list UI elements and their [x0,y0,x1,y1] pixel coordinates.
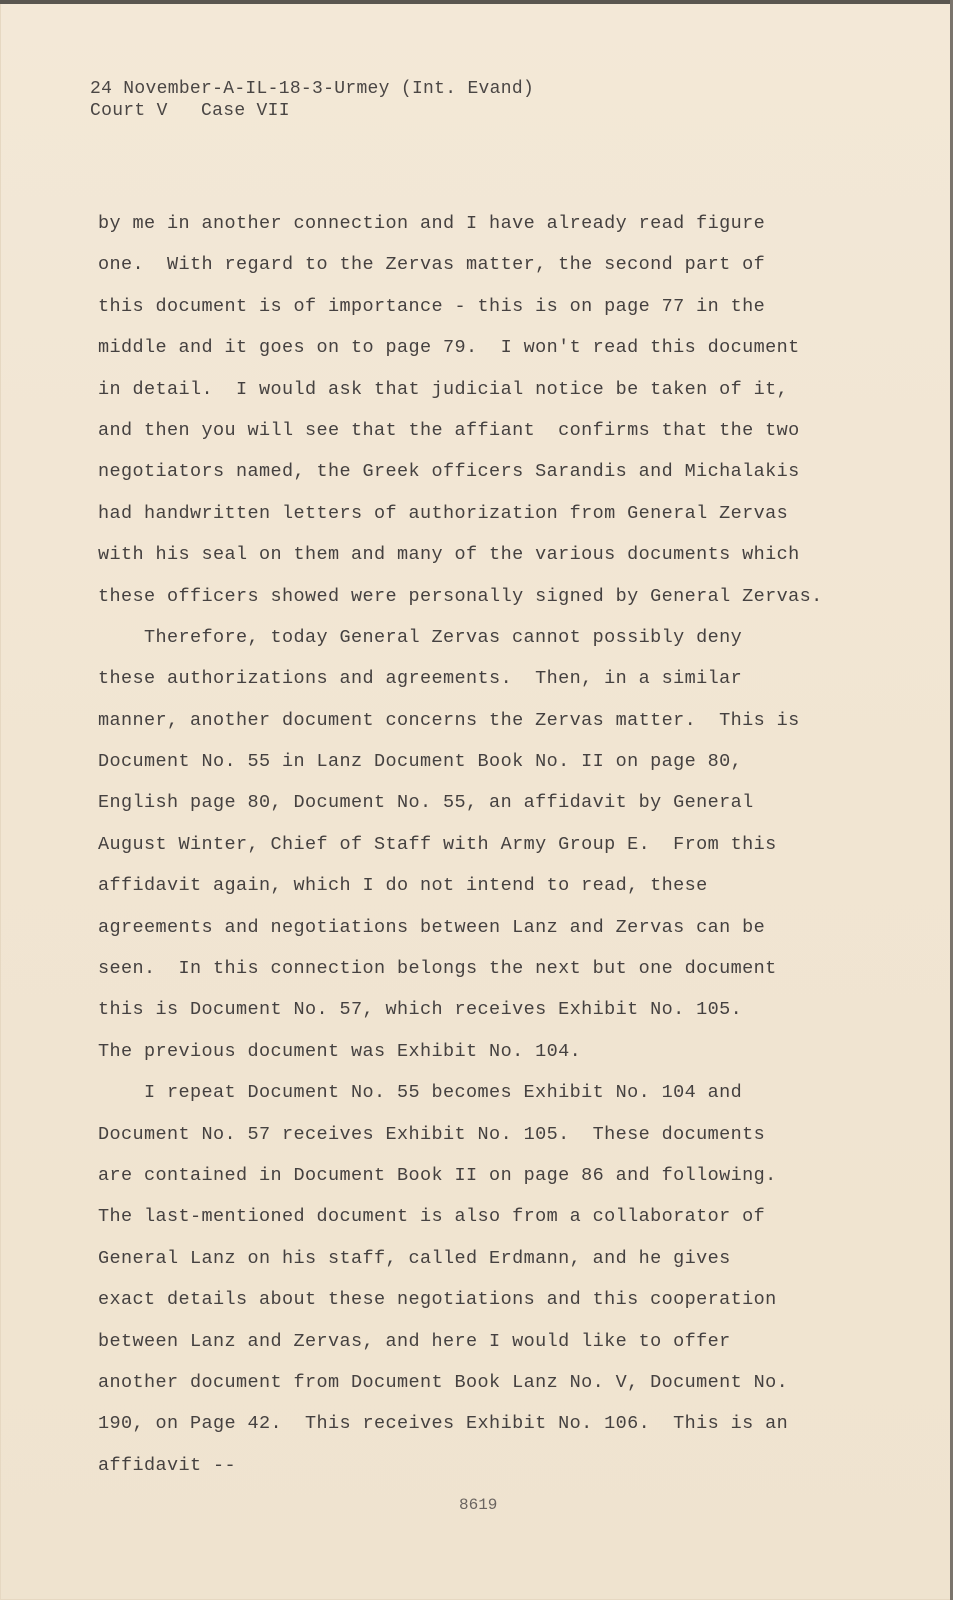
document-header [90,78,534,122]
transcript-line: this is Document No. 57, which receives Exhibit No. 105. [98,999,743,1021]
transcript-line: The last-mentioned document is also from a collaborator of [98,1206,766,1228]
transcript-line: 190, on Page 42. This receives Exhibit No. 106. This is an [98,1413,789,1435]
transcript-line: in detail. I would ask that judicial notice be taken of it, [98,378,789,400]
transcript-line: agreements and negotiations between Lanz and Zervas can be [98,916,766,938]
transcript-line: General Lanz on his staff, called Erdmann, and he gives [98,1247,731,1269]
transcript-line: with his seal on them and many of the various documents which [98,544,800,566]
transcript-line: affidavit -- [98,1454,237,1476]
transcript-line: these officers showed were personally signed by General Zervas. [98,585,823,607]
transcript-line: exact details about these negotiations and this cooperation [98,1289,777,1311]
transcript-line: Document No. 57 receives Exhibit No. 105. These documents [98,1123,766,1145]
transcript-line: and then you will see that the affiant confirms that the two [98,419,800,441]
transcript-body [98,203,858,1486]
transcript-line: these authorizations and agreements. Then, in a similar [98,668,743,690]
transcript-line: between Lanz and Zervas, and here I would like to offer [98,1330,731,1352]
transcript-line: Document No. 55 in Lanz Document Book No. II on page 80, [98,751,743,773]
transcript-line: had handwritten letters of authorization from General Zervas [98,502,789,524]
transcript-line: another document from Document Book Lanz No. V, Document No. [98,1371,789,1393]
transcript-line: I repeat Document No. 55 becomes Exhibit No. 104 and [144,1082,743,1104]
transcript-line: by me in another connection and I have already read figure [98,213,766,234]
header-session-line: 24 November-A-IL-18-3-Urmey (Int. Evand) [90,79,535,99]
transcript-line: English page 80, Document No. 55, an affidavit by General [98,792,754,814]
transcript-line: The previous document was Exhibit No. 104. [98,1040,582,1062]
transcript-line: Therefore, today General Zervas cannot possibly deny [144,626,743,648]
page-number: 8619 [459,1496,498,1514]
transcript-line: August Winter, Chief of Staff with Army Group E. From this [98,833,777,855]
transcript-line: manner, another document concerns the Zervas matter. This is [98,709,800,731]
transcript-line: one. With regard to the Zervas matter, the second part of [98,254,766,276]
transcript-line: seen. In this connection belongs the next but one document [98,958,777,980]
transcript-line: middle and it goes on to page 79. I won't read this document [98,337,800,359]
transcript-line: this document is of importance - this is on page 77 in the [98,295,766,317]
transcript-line: negotiators named, the Greek officers Sarandis and Michalakis [98,461,800,483]
transcript-line: affidavit again, which I do not intend to read, these [98,875,708,897]
header-court-case-line: Court V Case VII [90,101,290,121]
transcript-line: are contained in Document Book II on page 86 and following. [98,1164,777,1186]
